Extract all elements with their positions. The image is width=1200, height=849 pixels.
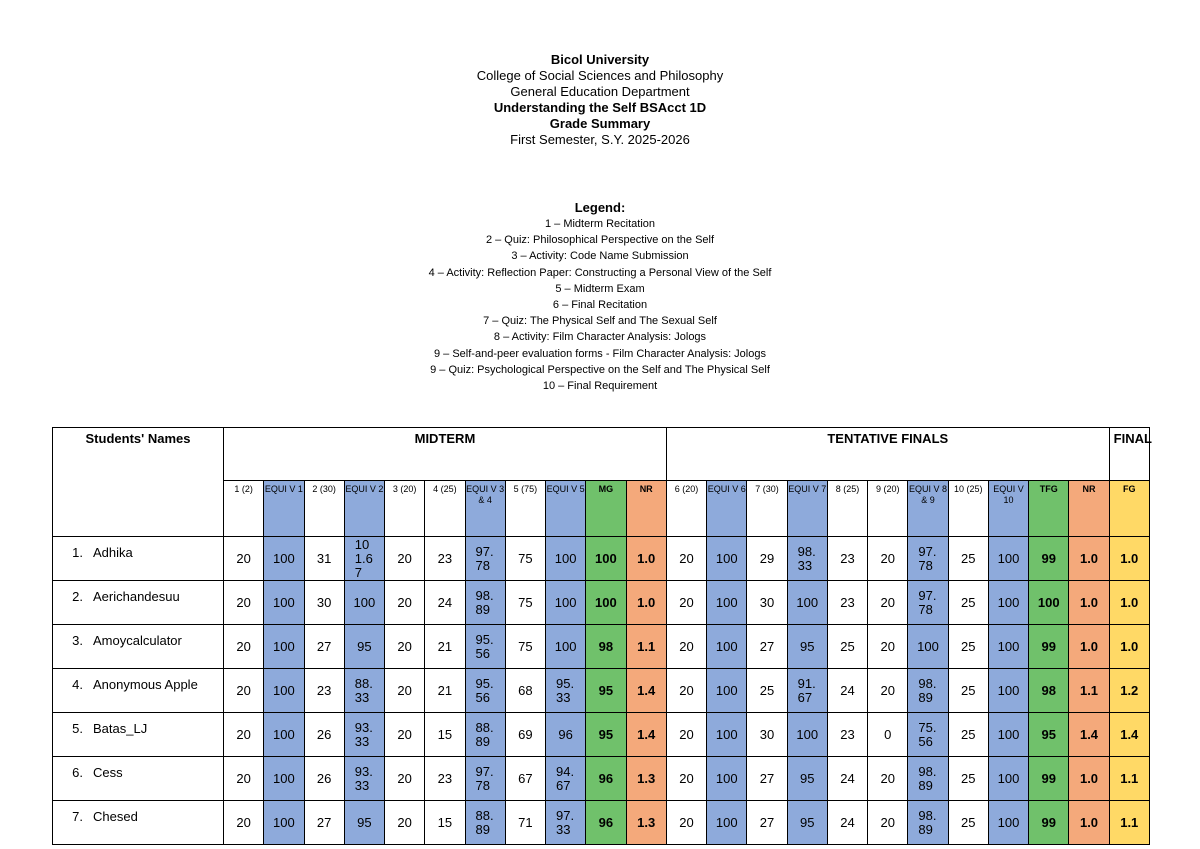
grade-cell: 99 — [1029, 801, 1069, 845]
grade-cell: 88.89 — [465, 801, 505, 845]
grade-cell: 96 — [586, 757, 626, 801]
grade-cell: 75 — [505, 537, 545, 581]
column-header: MG — [586, 481, 626, 537]
column-header: 6 (20) — [666, 481, 706, 537]
grade-cell: 96 — [586, 801, 626, 845]
grade-cell: 100 — [988, 801, 1028, 845]
grade-cell: 1.4 — [1069, 713, 1109, 757]
grade-cell: 99 — [1029, 537, 1069, 581]
grade-cell: 27 — [304, 625, 344, 669]
grade-cell: 30 — [747, 581, 787, 625]
column-header: 3 (20) — [385, 481, 425, 537]
grade-cell: 23 — [827, 537, 867, 581]
grade-cell: 88.33 — [344, 669, 384, 713]
column-header: EQUI V 5 — [546, 481, 586, 537]
grade-cell: 27 — [747, 801, 787, 845]
grade-cell: 25 — [948, 581, 988, 625]
college-name: College of Social Sciences and Philosophy — [476, 68, 724, 83]
grade-cell: 93.33 — [344, 757, 384, 801]
grade-cell: 95 — [586, 713, 626, 757]
grade-cell: 1.0 — [626, 537, 666, 581]
grade-cell: 1.0 — [1069, 801, 1109, 845]
grade-cell: 25 — [948, 537, 988, 581]
legend-item: 3 – Activity: Code Name Submission — [511, 250, 689, 263]
grade-cell: 100 — [988, 713, 1028, 757]
grade-cell: 100 — [707, 713, 747, 757]
grade-cell: 30 — [304, 581, 344, 625]
grade-cell: 100 — [988, 581, 1028, 625]
grade-cell: 75 — [505, 581, 545, 625]
grade-cell: 25 — [948, 757, 988, 801]
legend-item: 10 – Final Requirement — [542, 380, 658, 393]
grade-cell: 100 — [1029, 581, 1069, 625]
legend-item: 7 – Quiz: The Physical Self and The Sexual Self — [483, 315, 717, 328]
grade-cell: 20 — [868, 625, 908, 669]
grade-cell: 1.0 — [1069, 625, 1109, 669]
grade-cell: 100 — [546, 537, 586, 581]
grade-cell: 20 — [868, 757, 908, 801]
grade-cell: 20 — [224, 713, 264, 757]
grade-cell: 1.2 — [1109, 669, 1149, 713]
grade-cell: 25 — [948, 801, 988, 845]
grade-cell: 20 — [224, 537, 264, 581]
grade-cell: 24 — [425, 581, 465, 625]
grade-cell: 96 — [546, 713, 586, 757]
grade-cell: 95 — [787, 801, 827, 845]
student-name-cell — [53, 625, 224, 669]
legend-item: 9 – Quiz: Psychological Perspective on the Self and The Physical Self — [430, 363, 770, 376]
grade-cell: 27 — [304, 801, 344, 845]
grade-cell: 20 — [868, 537, 908, 581]
grade-cell: 20 — [224, 669, 264, 713]
grade-cell: 1.3 — [626, 801, 666, 845]
student-name: Adhika — [93, 545, 133, 560]
grade-cell: 20 — [666, 713, 706, 757]
grade-cell: 25 — [948, 625, 988, 669]
grade-cell: 15 — [425, 801, 465, 845]
grade-cell: 100 — [707, 669, 747, 713]
grade-cell: 20 — [666, 537, 706, 581]
student-number: 7. — [72, 809, 83, 824]
grade-cell: 100 — [264, 801, 304, 845]
legend-item: 4 – Activity: Reflection Paper: Constructing a Personal View of the Self — [428, 266, 772, 279]
student-name-cell — [53, 801, 224, 845]
column-header: 8 (25) — [827, 481, 867, 537]
grade-cell: 20 — [385, 669, 425, 713]
grade-cell: 30 — [747, 713, 787, 757]
grade-cell: 20 — [868, 801, 908, 845]
student-number: 2. — [72, 589, 83, 604]
student-name-cell — [53, 757, 224, 801]
table-row — [53, 537, 1150, 581]
grade-cell: 100 — [707, 537, 747, 581]
table-row — [53, 669, 1150, 713]
grade-cell: 21 — [425, 625, 465, 669]
grade-cell: 100 — [707, 625, 747, 669]
grade-cell: 20 — [666, 757, 706, 801]
grade-cell: 25 — [948, 669, 988, 713]
grade-cell: 20 — [868, 581, 908, 625]
grade-cell: 1.1 — [1069, 669, 1109, 713]
grade-cell: 97.78 — [465, 537, 505, 581]
grade-cell: 100 — [546, 581, 586, 625]
column-header: EQUI V 2 — [344, 481, 384, 537]
legend-title: Legend: — [574, 200, 626, 215]
legend-item: 5 – Midterm Exam — [555, 282, 645, 295]
grade-cell: 88.89 — [465, 713, 505, 757]
grade-cell: 23 — [827, 581, 867, 625]
grade-cell: 95 — [586, 669, 626, 713]
legend-item: 6 – Final Recitation — [552, 299, 648, 312]
student-number: 3. — [72, 633, 83, 648]
grade-cell: 1.4 — [626, 669, 666, 713]
legend-item: 8 – Activity: Film Character Analysis: Jologs — [493, 331, 707, 344]
finals-header: TENTATIVE FINALS — [666, 428, 1109, 481]
student-name-cell — [53, 537, 224, 581]
grade-cell: 1.0 — [1069, 537, 1109, 581]
grade-cell: 100 — [707, 801, 747, 845]
column-header: 4 (25) — [425, 481, 465, 537]
grade-cell: 95.56 — [465, 625, 505, 669]
grade-cell: 94.67 — [546, 757, 586, 801]
grade-cell: 23 — [827, 713, 867, 757]
university-name: Bicol University — [550, 52, 650, 67]
document-title: Grade Summary — [549, 116, 651, 131]
grade-cell: 31 — [304, 537, 344, 581]
grade-cell: 100 — [264, 713, 304, 757]
grade-cell: 100 — [988, 757, 1028, 801]
grade-cell: 95.33 — [546, 669, 586, 713]
grade-cell: 23 — [425, 757, 465, 801]
grade-cell: 25 — [948, 713, 988, 757]
column-header: EQUI V 7 — [787, 481, 827, 537]
grade-cell: 25 — [747, 669, 787, 713]
grade-cell: 99 — [1029, 625, 1069, 669]
grade-cell: 100 — [988, 537, 1028, 581]
semester-label: First Semester, S.Y. 2025-2026 — [510, 132, 690, 147]
grade-cell: 100 — [264, 757, 304, 801]
grade-cell: 1.0 — [626, 581, 666, 625]
student-number: 1. — [72, 545, 83, 560]
grade-cell: 100 — [546, 625, 586, 669]
student-number: 6. — [72, 765, 83, 780]
grade-table-body — [53, 537, 1150, 845]
student-name-cell — [53, 581, 224, 625]
grade-cell: 20 — [224, 581, 264, 625]
grade-cell: 93.33 — [344, 713, 384, 757]
student-name-cell — [53, 713, 224, 757]
grade-cell: 20 — [385, 537, 425, 581]
grade-cell: 100 — [586, 581, 626, 625]
grade-cell: 26 — [304, 713, 344, 757]
table-row — [53, 581, 1150, 625]
legend-item: 9 – Self-and-peer evaluation forms - Film Character Analysis: Jologs — [434, 347, 766, 360]
grade-cell: 95 — [787, 625, 827, 669]
grade-cell: 1.0 — [1109, 581, 1149, 625]
grade-cell: 20 — [666, 625, 706, 669]
grade-cell: 20 — [666, 801, 706, 845]
column-header: EQUI V 10 — [988, 481, 1028, 537]
column-header: NR — [626, 481, 666, 537]
grade-cell: 69 — [505, 713, 545, 757]
column-header: 2 (30) — [304, 481, 344, 537]
document-header — [0, 52, 1200, 148]
final-header: FINAL — [1109, 428, 1149, 481]
student-name-cell — [53, 669, 224, 713]
column-header: FG — [1109, 481, 1149, 537]
grade-cell: 100 — [264, 669, 304, 713]
table-row — [53, 713, 1150, 757]
grade-cell: 1.4 — [1109, 713, 1149, 757]
grade-cell: 97.78 — [908, 581, 948, 625]
grade-cell: 23 — [304, 669, 344, 713]
student-name: Cess — [93, 765, 123, 780]
grade-cell: 75.56 — [908, 713, 948, 757]
grade-cell: 100 — [787, 581, 827, 625]
grade-cell: 95.56 — [465, 669, 505, 713]
student-number: 4. — [72, 677, 83, 692]
column-header: EQUI V 3 & 4 — [465, 481, 505, 537]
department-name: General Education Department — [510, 84, 690, 99]
grade-cell: 97.78 — [908, 537, 948, 581]
grade-cell: 98 — [586, 625, 626, 669]
column-header: EQUI V 8 & 9 — [908, 481, 948, 537]
legend — [0, 200, 1200, 394]
grade-cell: 25 — [827, 625, 867, 669]
grade-cell: 95 — [1029, 713, 1069, 757]
column-header: NR — [1069, 481, 1109, 537]
column-header: EQUI V 6 — [707, 481, 747, 537]
grade-cell: 99 — [1029, 757, 1069, 801]
grade-cell: 98 — [1029, 669, 1069, 713]
grade-cell: 100 — [707, 581, 747, 625]
grade-cell: 24 — [827, 669, 867, 713]
grade-cell: 98.89 — [908, 669, 948, 713]
grade-cell: 20 — [385, 581, 425, 625]
grade-cell: 98.89 — [908, 757, 948, 801]
grade-cell: 98.33 — [787, 537, 827, 581]
legend-item: 1 – Midterm Recitation — [544, 218, 656, 230]
grade-cell: 20 — [385, 713, 425, 757]
course-title: Understanding the Self BSAcct 1D — [493, 100, 707, 115]
table-row — [53, 801, 1150, 845]
grade-cell: 20 — [666, 669, 706, 713]
grade-cell: 20 — [224, 757, 264, 801]
student-name: Aerichandesuu — [93, 589, 180, 604]
grade-cell: 27 — [747, 757, 787, 801]
grade-cell: 1.1 — [626, 625, 666, 669]
student-name: Chesed — [93, 809, 138, 824]
grade-cell: 1.0 — [1109, 537, 1149, 581]
grade-cell: 24 — [827, 801, 867, 845]
column-header: 10 (25) — [948, 481, 988, 537]
grade-cell: 100 — [908, 625, 948, 669]
grade-cell: 20 — [224, 625, 264, 669]
grade-cell: 100 — [264, 625, 304, 669]
student-name: Anonymous Apple — [93, 677, 198, 692]
grade-cell: 100 — [787, 713, 827, 757]
grade-cell: 20 — [385, 625, 425, 669]
grade-cell: 100 — [264, 537, 304, 581]
grade-cell: 0 — [868, 713, 908, 757]
student-name: Batas_LJ — [93, 721, 148, 736]
grade-cell: 1.0 — [1109, 625, 1149, 669]
grade-table — [52, 427, 1150, 845]
column-header: EQUI V 1 — [264, 481, 304, 537]
grade-cell: 100 — [344, 581, 384, 625]
grade-cell: 21 — [425, 669, 465, 713]
grade-cell: 71 — [505, 801, 545, 845]
grade-cell: 20 — [385, 757, 425, 801]
table-row — [53, 625, 1150, 669]
grade-cell: 1.1 — [1109, 801, 1149, 845]
grade-cell: 26 — [304, 757, 344, 801]
student-number: 5. — [72, 721, 83, 736]
grade-cell: 20 — [666, 581, 706, 625]
grade-cell: 98.89 — [465, 581, 505, 625]
grade-cell: 97.33 — [546, 801, 586, 845]
grade-cell: 100 — [586, 537, 626, 581]
column-header: 7 (30) — [747, 481, 787, 537]
grade-cell: 1.3 — [626, 757, 666, 801]
column-header: TFG — [1029, 481, 1069, 537]
grade-cell: 1.0 — [1069, 581, 1109, 625]
grade-cell: 68 — [505, 669, 545, 713]
grade-cell: 20 — [385, 801, 425, 845]
grade-cell: 1.4 — [626, 713, 666, 757]
midterm-header: MIDTERM — [224, 428, 667, 481]
grade-cell: 100 — [707, 757, 747, 801]
grade-cell: 1.1 — [1109, 757, 1149, 801]
student-name: Amoycalculator — [93, 633, 182, 648]
grade-cell: 20 — [224, 801, 264, 845]
column-header: 5 (75) — [505, 481, 545, 537]
column-header: 9 (20) — [868, 481, 908, 537]
grade-cell: 100 — [264, 581, 304, 625]
grade-cell: 27 — [747, 625, 787, 669]
grade-cell: 67 — [505, 757, 545, 801]
names-header: Students' Names — [53, 428, 224, 537]
grade-cell: 15 — [425, 713, 465, 757]
column-header: 1 (2) — [224, 481, 264, 537]
legend-item: 2 – Quiz: Philosophical Perspective on the Self — [485, 234, 715, 247]
grade-cell: 101.67 — [344, 537, 384, 581]
grade-cell: 23 — [425, 537, 465, 581]
grade-cell: 97.78 — [465, 757, 505, 801]
grade-cell: 75 — [505, 625, 545, 669]
grade-cell: 100 — [988, 625, 1028, 669]
grade-cell: 20 — [868, 669, 908, 713]
grade-cell: 95 — [344, 801, 384, 845]
grade-cell: 100 — [988, 669, 1028, 713]
grade-cell: 95 — [344, 625, 384, 669]
grade-cell: 29 — [747, 537, 787, 581]
grade-cell: 24 — [827, 757, 867, 801]
table-row — [53, 757, 1150, 801]
grade-cell: 91.67 — [787, 669, 827, 713]
grade-cell: 1.0 — [1069, 757, 1109, 801]
grade-cell: 95 — [787, 757, 827, 801]
grade-cell: 98.89 — [908, 801, 948, 845]
